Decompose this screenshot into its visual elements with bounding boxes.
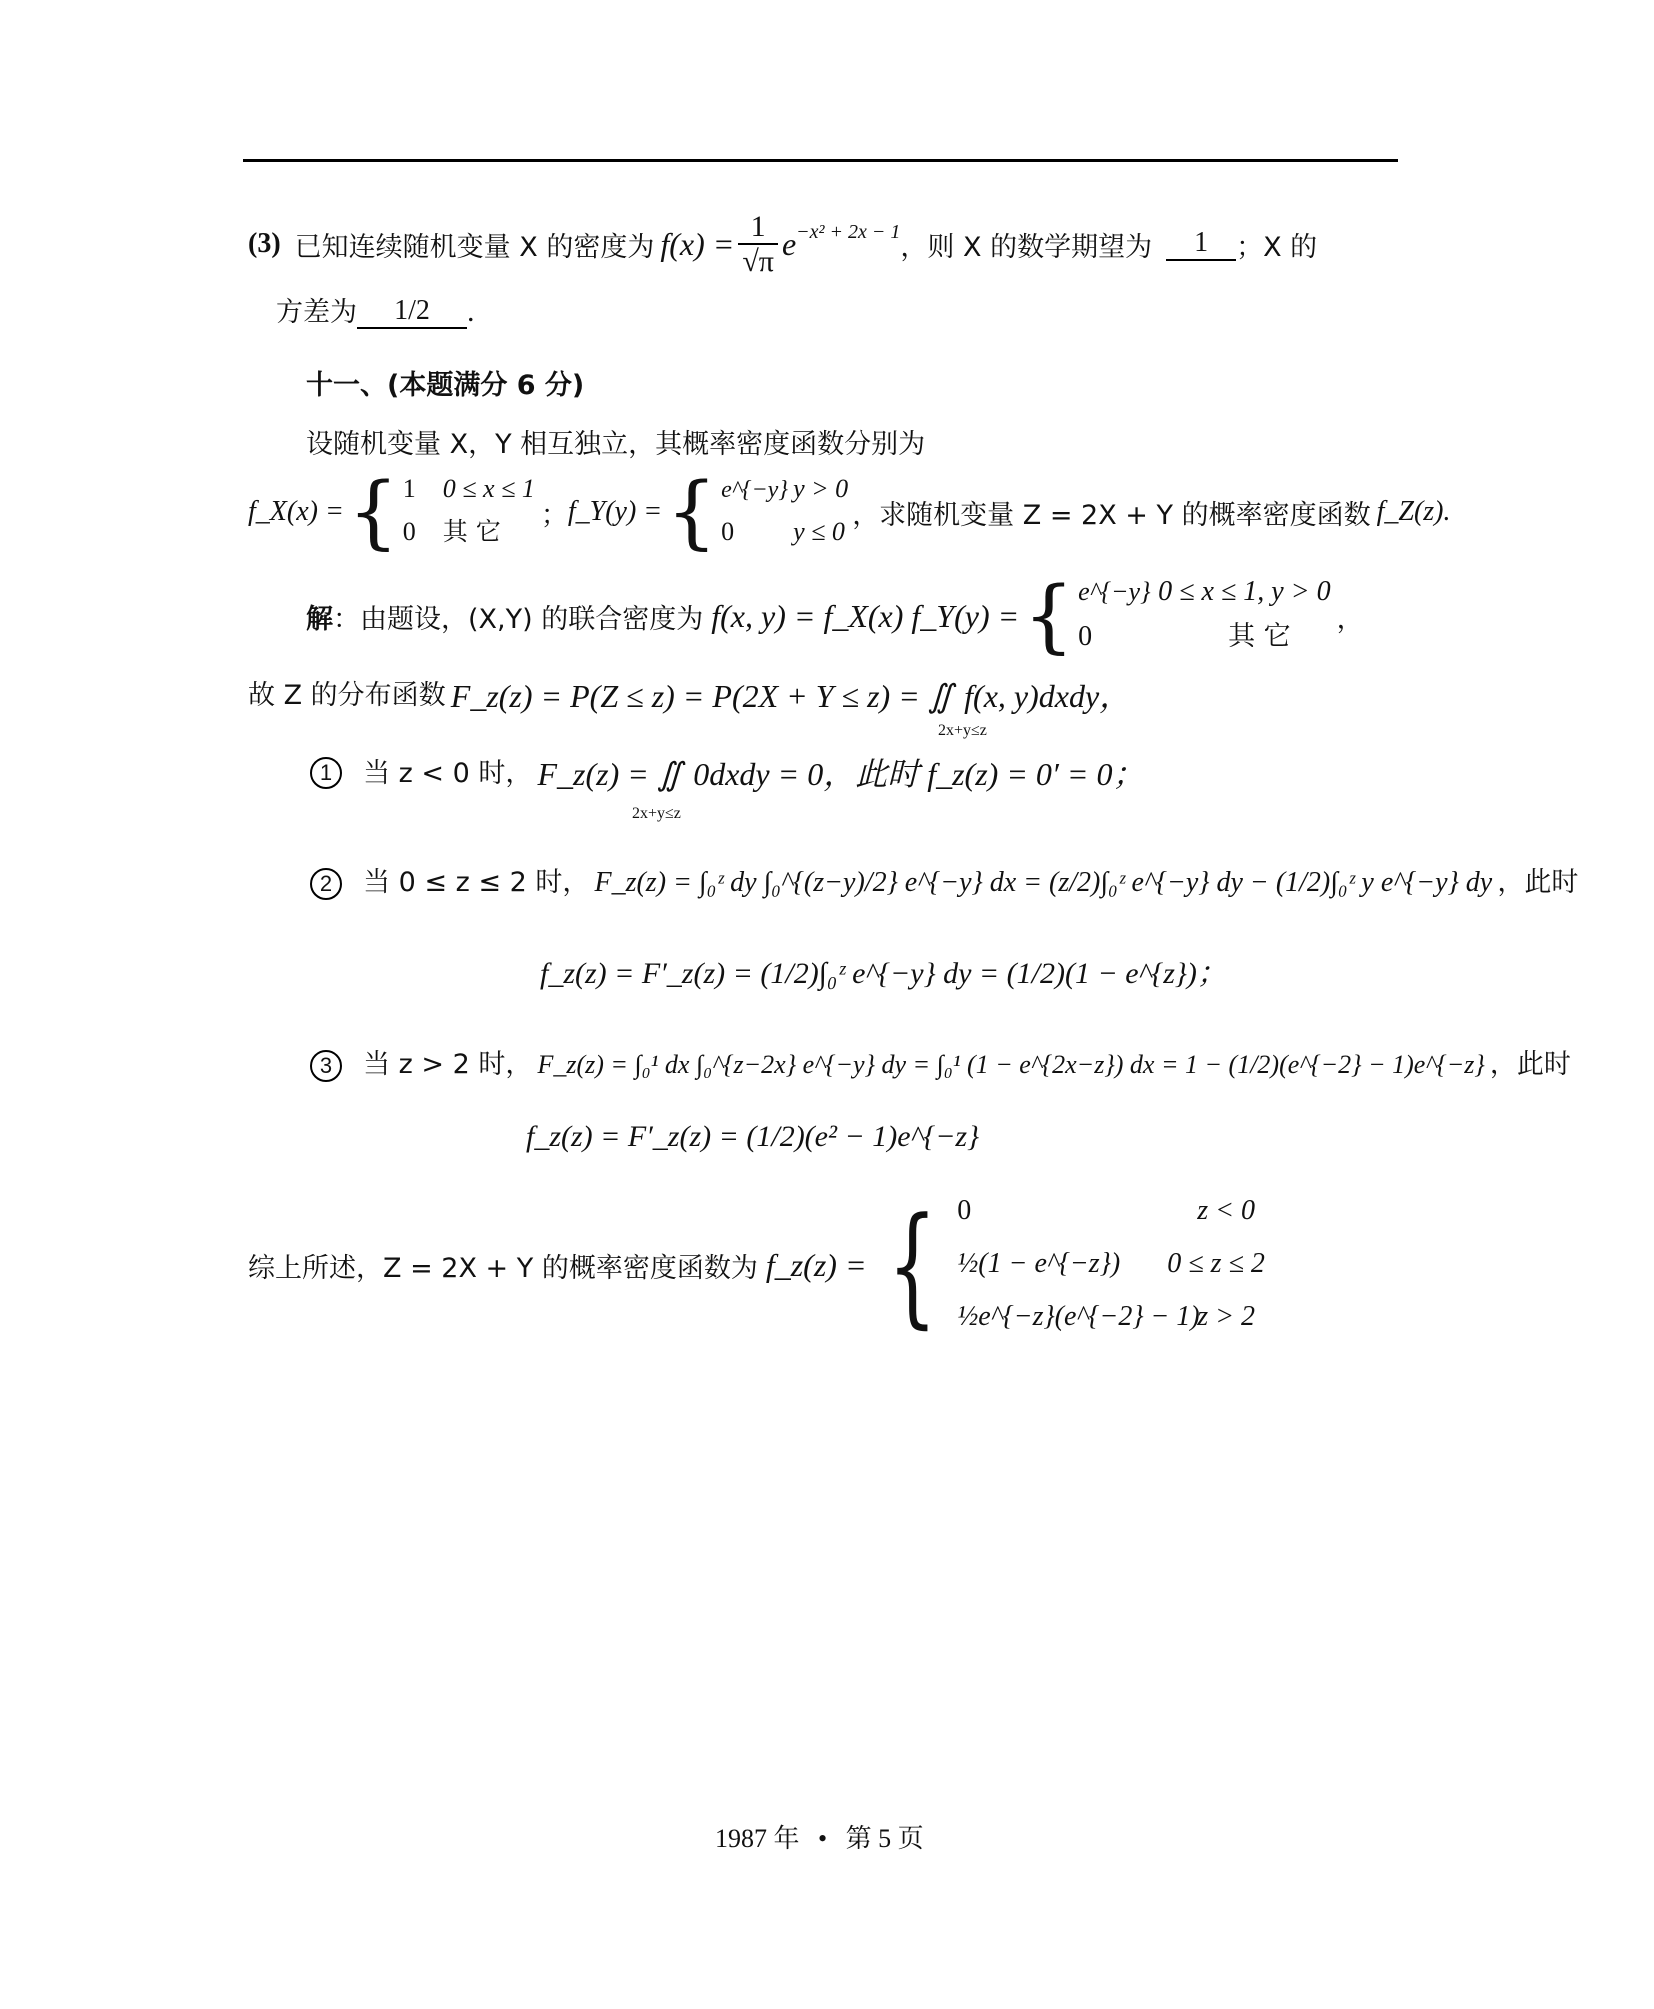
fx-case1-val: 1 [402,474,416,503]
solution-l2-text: 故 Z 的分布函数 [248,680,446,711]
case-3-eq: F_z(z) = ∫₀¹ dx ∫₀^{z−2x} e^{−y} dy = ∫₀¹ (1 − e^{2x−z}) dx = 1 − (1/2)(e^{−2} − 1)e^{−z} [537,1050,1485,1079]
case-1-when: 当 z < 0 时， [363,758,533,789]
q3-density-fraction [738,210,778,278]
solution-l2-under: 2x+y≤z [938,722,987,739]
summary-r3-val: ½e^{−z}(e^{−2} − 1) [957,1300,1200,1332]
summary-r1-cond: z < 0 [1197,1194,1256,1226]
section-task-fz: f_Z(z). [1376,496,1451,527]
solution-line-1 [306,570,1364,662]
case-2-marker: 2 [310,868,342,900]
case-1-line [310,757,1145,827]
q3-line-1 [248,212,1317,276]
solution-l1-case1-val: e^{−y} [1078,577,1151,606]
q3-text-a: 已知连续随机变量 X 的密度为 [294,231,655,263]
section-heading: 十一、(本题满分 6 分) [306,370,585,401]
fy-lhs: f_Y(y) = [567,496,663,527]
fy-case2-cond: y ≤ 0 [793,517,845,546]
solution-l1-text: ：由题设，(X,Y) 的联合密度为 [333,603,704,635]
solution-l2-tail: f(x, y)dxdy， [964,678,1132,714]
q3-text-e: . [467,295,475,328]
fx-cases [403,469,535,555]
solution-line-2 [248,672,1131,742]
case-3-when: 当 z > 2 时， [363,1049,533,1080]
summary [248,1190,1265,1340]
summary-brace: { [887,1189,937,1341]
solution-l1-cases [1078,571,1330,661]
fx-case2-val: 0 [402,517,416,546]
q3-expectation-answer: 1 [1166,227,1236,261]
q3-density-den: √π [742,245,774,278]
header-rule [243,159,1398,162]
pdf-definitions [248,466,1451,558]
q3-label: (3) [248,228,281,259]
case-1-under: 2x+y≤z [632,805,681,822]
fx-case2-cond: 其 它 [442,517,501,546]
footer-year: 1987 年 [715,1824,800,1853]
solution-l1-case2-cond: 其 它 [1228,621,1291,652]
case-1-marker: 1 [310,757,342,789]
fy-case1-val: e^{−y} [721,477,788,503]
q3-density-lhs: f(x) = [660,225,735,262]
case-2-eq2: f_z(z) = F′_z(z) = (1/2)∫₀ᶻ e^{−y} dy = (1/2)(1 − e^{z})； [540,957,1227,990]
solution-l1-brace: { [1023,569,1075,662]
q3-line-2 [276,290,475,329]
footer-page: 第 5 页 [845,1824,924,1853]
fy-case1-cond: y > 0 [793,474,849,503]
solution-l1-case2-val: 0 [1078,621,1093,652]
fy-brace: { [666,465,718,558]
summary-r3-cond: z > 2 [1197,1300,1256,1332]
q3-text-c: ；X 的 [1236,231,1318,263]
summary-lhs: f_z(z) = [765,1246,867,1283]
fy-case2-val: 0 [721,517,735,546]
solution-jie: 解 [306,603,333,635]
solution-l1-case1-cond: 0 ≤ x ≤ 1, y > 0 [1158,576,1331,607]
solution-l1-eq: f(x, y) = f_X(x) f_Y(y) = [711,597,1020,634]
section-task: ，求随机变量 Z = 2X + Y 的概率密度函数 [852,499,1371,531]
q3-e: e [781,225,797,262]
case-3-eq2: f_z(z) = F′_z(z) = (1/2)(e² − 1)e^{−z} [526,1120,980,1153]
page-footer [715,1818,924,1855]
summary-r2-cond: 0 ≤ z ≤ 2 [1167,1247,1265,1279]
case-3-line [310,1042,1571,1082]
fx-lhs: f_X(x) = [248,496,344,527]
case-2-eq: F_z(z) = ∫₀ᶻ dy ∫₀^{(z−y)/2} e^{−y} dx = (z/2)∫₀ᶻ e^{−y} dy − (1/2)∫₀ᶻ y e^{−y} dy [594,867,1493,898]
q3-variance-answer: 1/2 [357,295,467,329]
case-2-tail: ，此时 [1497,867,1579,898]
footer-dot: • [818,1824,828,1853]
defs-sep: ； [540,499,568,531]
summary-r2-val: ½(1 − e^{−z}) [957,1247,1121,1279]
fy-cases [721,469,848,555]
case-3-tail: ，此时 [1489,1049,1571,1080]
summary-cases [957,1186,1265,1345]
summary-r1-val: 0 [957,1194,972,1226]
section-intro: 设随机变量 X，Y 相互独立，其概率密度函数分别为 [306,429,926,460]
summary-text: 综上所述，Z = 2X + Y 的概率密度函数为 [248,1252,758,1284]
case-1-eq: F_z(z) = ∬ [537,756,683,792]
fx-brace: { [347,465,399,558]
case-1-tail: 0dxdy = 0，此时 f_z(z) = 0′ = 0； [693,756,1145,792]
solution-l2-eq: F_z(z) = P(Z ≤ z) = P(2X + Y ≤ z) = ∬ [450,678,954,714]
q3-density-exp: −x² + 2x − 1 [796,220,901,243]
q3-text-d: 方差为 [276,297,357,328]
case-2-line [310,860,1578,900]
q3-density-num: 1 [738,210,778,245]
case-3-marker: 3 [310,1050,342,1082]
fx-case1-cond: 0 ≤ x ≤ 1 [442,474,535,503]
solution-l1-end: ， [1336,603,1364,635]
case-2-when: 当 0 ≤ z ≤ 2 时， [363,867,590,898]
q3-text-b: ，则 X 的数学期望为 [900,231,1153,263]
